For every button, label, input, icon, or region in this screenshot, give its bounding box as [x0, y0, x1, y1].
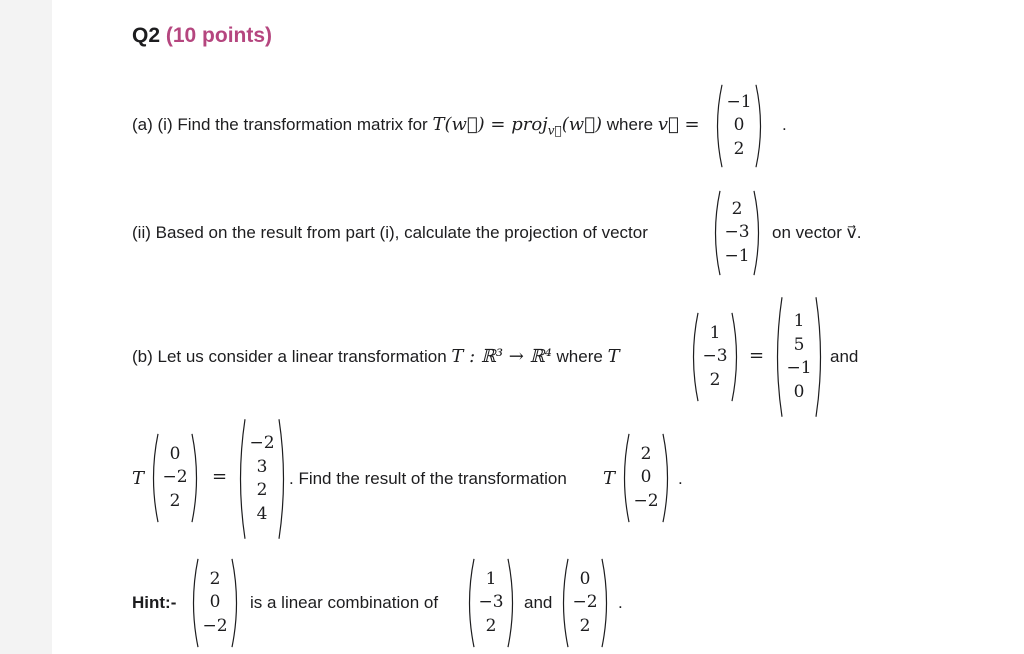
- matrix-entry: 2: [731, 198, 743, 219]
- hint-label: Hint:-: [132, 593, 177, 612]
- matrix-entry: 0: [640, 467, 652, 488]
- matrix-entry: −3: [478, 592, 504, 613]
- matrix-entry: −1: [724, 245, 750, 266]
- vector-v-entries: [724, 84, 754, 168]
- matrix-entry: 0: [733, 115, 745, 136]
- v-equals: v⃗ =: [657, 114, 700, 135]
- equals-sign: =: [212, 466, 228, 487]
- part-b-period: .: [678, 469, 683, 488]
- matrix-entry: 2: [640, 443, 652, 464]
- matrix-entry: 2: [709, 369, 721, 390]
- projection-formula: [432, 114, 603, 138]
- matrix-entry: 2: [169, 490, 181, 511]
- hint-v1-matrix: [464, 558, 518, 648]
- matrix-entry: −2: [249, 433, 275, 453]
- hint-v2-matrix: [558, 558, 612, 648]
- where-word: where: [606, 115, 654, 134]
- T-symbol: T: [603, 468, 616, 489]
- part-a-i-period: .: [782, 115, 787, 134]
- input1-matrix: [688, 312, 742, 402]
- part-a-i-line: [132, 115, 700, 141]
- projection-formula-subscript: v⃗: [547, 123, 562, 138]
- input2-matrix: [148, 433, 202, 523]
- projection-formula-main: T(w⃗) = proj: [432, 114, 548, 135]
- equals-sign: =: [749, 345, 765, 366]
- matrix-entry: −2: [633, 490, 659, 511]
- T-symbol: T: [132, 468, 145, 489]
- question-points: (10 points): [165, 24, 273, 47]
- matrix-entry: 2: [209, 568, 221, 589]
- matrix-entry: 1: [485, 568, 497, 589]
- matrix-entry: 2: [485, 615, 497, 636]
- output2-matrix: [235, 418, 289, 540]
- mapping-formula: T : ℝ³ → ℝ⁴: [451, 346, 552, 367]
- where-word: where: [556, 347, 603, 366]
- and-word: and: [830, 347, 859, 366]
- matrix-entry: −2: [572, 592, 598, 613]
- matrix-entry: −3: [724, 222, 750, 243]
- matrix-entry: 4: [256, 503, 268, 524]
- query-matrix: [619, 433, 673, 523]
- part-b-text: (b) Let us consider a linear transformation: [132, 347, 447, 366]
- hint-vector-matrix: [188, 558, 242, 648]
- hint-and-word: and: [524, 593, 553, 612]
- matrix-entry: −2: [162, 467, 188, 488]
- T-symbol: T: [607, 346, 620, 367]
- matrix-entry: −3: [702, 346, 728, 367]
- matrix-entry: −2: [202, 615, 228, 636]
- matrix-entry: −1: [786, 358, 812, 378]
- matrix-entry: 2: [579, 615, 591, 636]
- matrix-entry: 2: [256, 480, 268, 500]
- part-b-line: [132, 347, 620, 367]
- vector-v-matrix: [712, 84, 766, 168]
- matrix-entry: 2: [733, 138, 745, 159]
- matrix-entry: 0: [793, 381, 805, 402]
- question-page: [52, 0, 1024, 654]
- matrix-entry: −1: [726, 91, 752, 112]
- matrix-entry: 5: [793, 334, 805, 355]
- vector-a-ii-matrix: [710, 190, 764, 276]
- question-number: Q2: [132, 24, 161, 47]
- matrix-entry: 1: [793, 311, 805, 331]
- matrix-entry: 3: [256, 456, 268, 477]
- part-b-find-text: . Find the result of the transformation: [289, 469, 567, 488]
- part-a-ii-text: (ii) Based on the result from part (i), calculate the projection of vector: [132, 223, 648, 242]
- matrix-entry: 0: [169, 443, 181, 464]
- matrix-entry: 1: [709, 322, 721, 343]
- matrix-entry: 0: [579, 568, 591, 589]
- hint-period: .: [618, 593, 623, 612]
- projection-formula-tail: (w⃗): [561, 114, 603, 135]
- hint-text: is a linear combination of: [250, 593, 439, 612]
- part-a-i-text: (a) (i) Find the transformation matrix for: [132, 115, 428, 134]
- question-title: [132, 24, 272, 48]
- output1-matrix: [772, 296, 826, 418]
- part-a-ii-tail: on vector v⃗.: [772, 223, 862, 242]
- matrix-entry: 0: [209, 592, 221, 613]
